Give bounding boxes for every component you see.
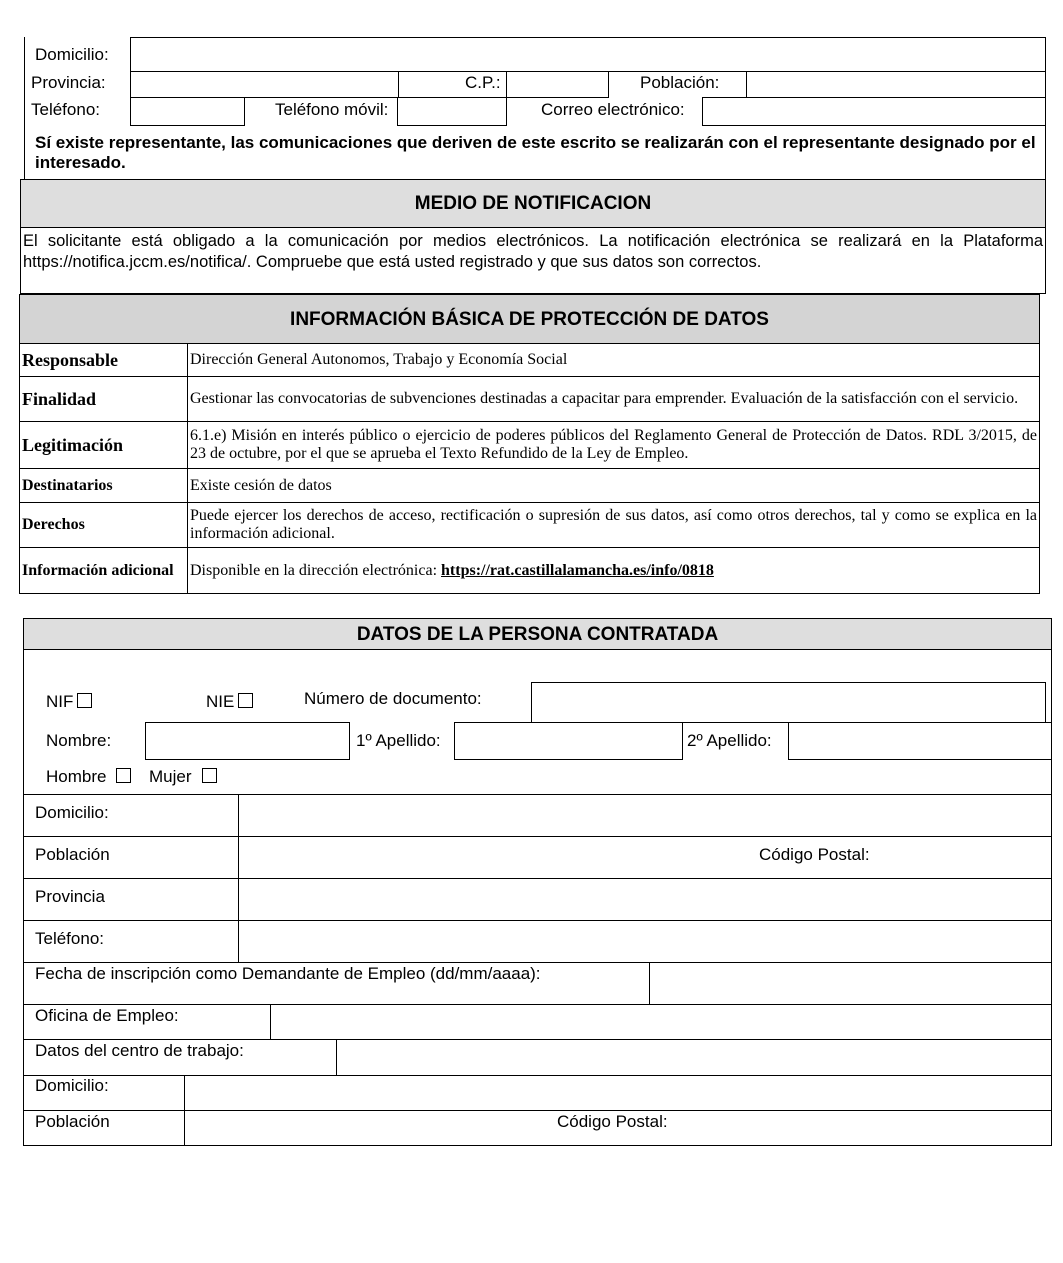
num-doc-label: Número de documento: [304, 689, 482, 708]
fecha-label: Fecha de inscripción como Demandante de Empleo (dd/mm/aaaa): [35, 964, 541, 983]
movil-label: Teléfono móvil: [275, 100, 389, 119]
row-key: Destinatarios [20, 469, 188, 503]
centro-cp-label: Código Postal: [557, 1112, 668, 1131]
fecha-field[interactable] [650, 963, 1051, 1004]
mujer-checkbox[interactable] [202, 768, 217, 783]
row-value: Existe cesión de datos [188, 469, 1040, 503]
domicilio-label: Domicilio: [35, 45, 109, 64]
cp-label: C.P.: [465, 73, 501, 92]
info-adicional-text: Disponible en la dirección electrónica: [190, 561, 442, 579]
c-provincia-label: Provincia [35, 887, 105, 906]
correo-label: Correo electrónico: [541, 100, 685, 119]
centro-domicilio-label: Domicilio: [35, 1076, 109, 1095]
c-domicilio-field[interactable] [239, 795, 1051, 836]
notificacion-text: El solicitante está obligado a la comunicación por medios electrónicos. La notificación electrónica se realizará en la Plataforma https://notifica.jccm.es/notifica/. Compruebe que está usted registrado y que sus datos son correctos. [23, 232, 1043, 271]
row-value: Dirección General Autonomos, Trabajo y Economía Social [188, 344, 1040, 377]
nie-label: NIE [206, 692, 235, 711]
nif-checkbox[interactable] [77, 693, 92, 708]
apellido1-field[interactable] [454, 722, 683, 760]
c-telefono-label: Teléfono: [35, 929, 104, 948]
apellido2-field[interactable] [788, 722, 1052, 760]
apellido2-label: 2º Apellido: [687, 731, 772, 750]
notificacion-title: MEDIO DE NOTIFICACION [20, 179, 1046, 228]
oficina-label: Oficina de Empleo: [35, 1006, 179, 1025]
proteccion-title: INFORMACIÓN BÁSICA DE PROTECCIÓN DE DATOS [19, 294, 1040, 344]
c-codigo-postal-label: Código Postal: [759, 845, 870, 864]
nombre-label: Nombre: [46, 731, 112, 750]
row-key: Información adicional [20, 548, 188, 594]
notificacion-box [20, 227, 1046, 294]
row-value: Puede ejercer los derechos de acceso, rectificación o supresión de sus datos, así como otros derechos, tal y como se explica en la información adicional. [188, 503, 1040, 548]
cp-field[interactable] [506, 71, 609, 98]
table-row [20, 344, 1040, 377]
oficina-field[interactable] [271, 1005, 1051, 1039]
mujer-option[interactable] [149, 767, 217, 787]
poblacion-label: Población: [640, 73, 720, 92]
nombre-field[interactable] [145, 722, 350, 760]
proteccion-table [19, 343, 1040, 594]
hombre-checkbox[interactable] [116, 768, 131, 783]
telefono-label: Teléfono: [31, 100, 100, 119]
table-row [20, 503, 1040, 548]
table-row [20, 469, 1040, 503]
centro-label: Datos del centro de trabajo: [35, 1041, 244, 1060]
table-row [20, 548, 1040, 594]
poblacion-field[interactable] [746, 71, 1046, 98]
c-domicilio-label: Domicilio: [35, 803, 109, 822]
c-poblacion-label: Población [35, 845, 110, 864]
c-telefono-field[interactable] [239, 921, 1051, 962]
nie-checkbox[interactable] [238, 693, 253, 708]
hombre-label: Hombre [46, 767, 107, 786]
contratada-title: DATOS DE LA PERSONA CONTRATADA [23, 618, 1052, 650]
centro-poblacion-label: Población [35, 1112, 110, 1131]
row-value: Gestionar las convocatorias de subvenciones destinadas a capacitar para emprender. Evaluación de la satisfacción con el servicio. [188, 377, 1040, 422]
row-key: Finalidad [20, 377, 188, 422]
representante-note: Sí existe representante, las comunicaciones que deriven de este escrito se realizarán con el representante designado por el interesado. [35, 133, 1036, 172]
centro-domicilio-field[interactable] [185, 1076, 1051, 1110]
row-value: 6.1.e) Misión en interés público o ejercicio de poderes públicos del Reglamento General de Protección de Datos. RDL 3/2015, de 23 de octubre, por el que se aprueba el Texto Refundido de la Ley de Empleo. [188, 422, 1040, 469]
provincia-field[interactable] [130, 71, 399, 98]
row-value [188, 548, 1040, 594]
nif-label: NIF [46, 692, 74, 711]
c-poblacion-field[interactable] [239, 837, 1051, 878]
c-provincia-field[interactable] [239, 879, 1051, 920]
nie-option[interactable] [206, 692, 253, 712]
row-key: Legitimación [20, 422, 188, 469]
table-row [20, 377, 1040, 422]
movil-field[interactable] [397, 97, 507, 126]
telefono-field[interactable] [130, 97, 245, 126]
provincia-label: Provincia: [31, 73, 106, 92]
info-adicional-link[interactable]: https://rat.castillalamancha.es/info/0818 [441, 561, 714, 579]
domicilio-field[interactable] [130, 37, 1046, 72]
correo-field[interactable] [702, 97, 1046, 126]
mujer-label: Mujer [149, 767, 192, 786]
centro-field[interactable] [337, 1040, 1051, 1075]
table-row [20, 422, 1040, 469]
hombre-option[interactable] [46, 767, 131, 787]
row-key: Responsable [20, 344, 188, 377]
row-key: Derechos [20, 503, 188, 548]
apellido1-label: 1º Apellido: [356, 731, 441, 750]
num-doc-field[interactable] [531, 682, 1046, 723]
section-border-left [24, 37, 25, 180]
nif-option[interactable] [46, 692, 92, 712]
